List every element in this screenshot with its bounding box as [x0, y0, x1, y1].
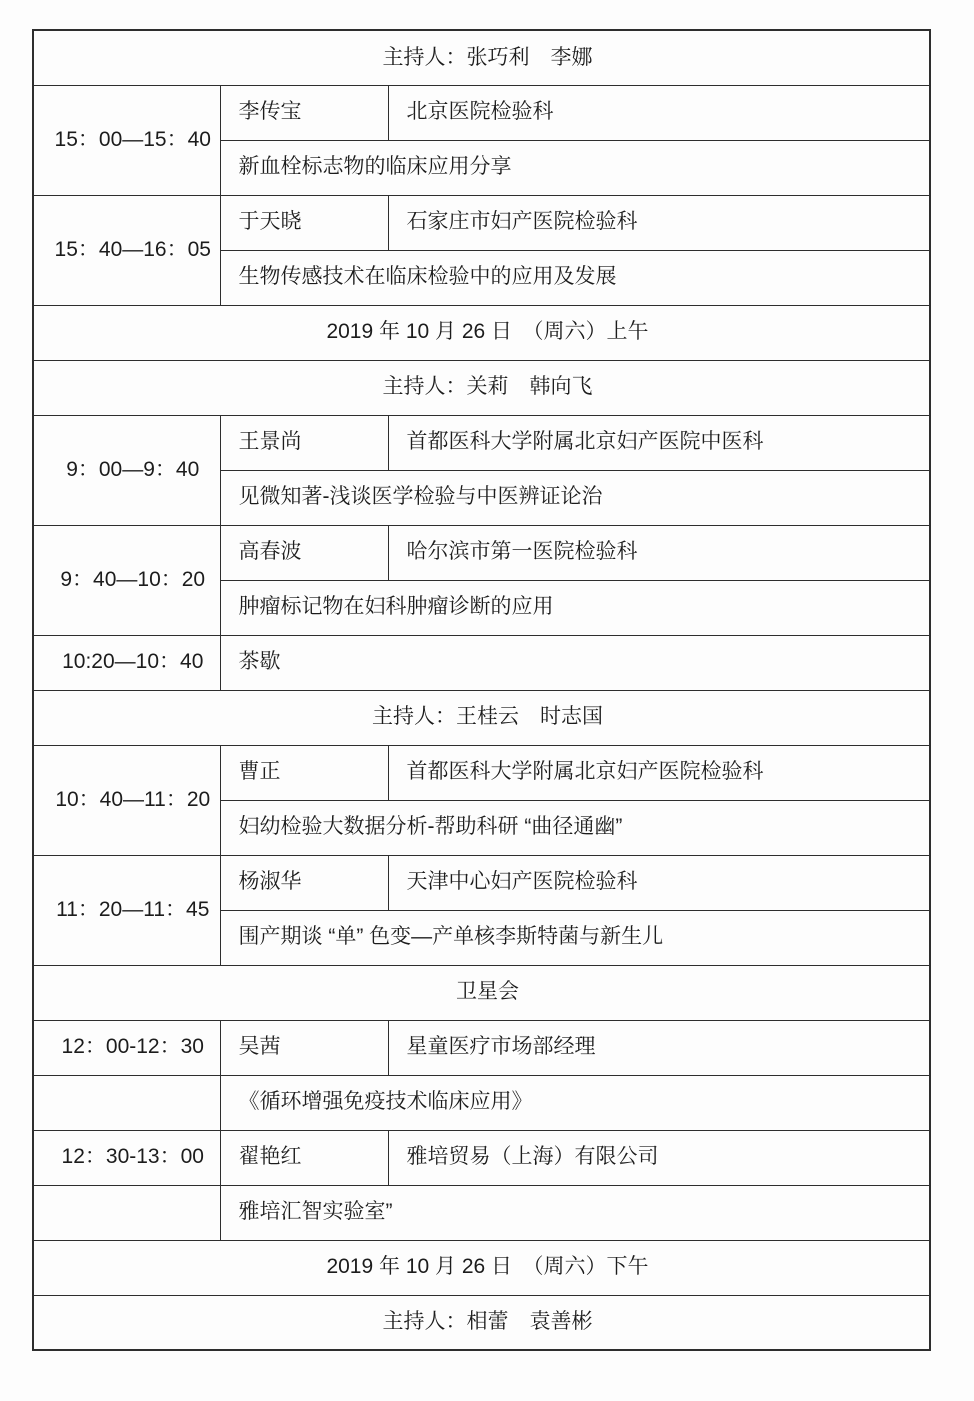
empty-cell: [33, 1075, 220, 1130]
time-cell: 12：30-13：00: [33, 1130, 220, 1185]
speaker-cell: 于天晓: [220, 195, 388, 250]
time-cell: 10：40—11：20: [33, 745, 220, 855]
speaker-cell: 曹正: [220, 745, 388, 800]
time-cell: 9：00—9：40: [33, 415, 220, 525]
time-cell: 15：00—15：40: [33, 85, 220, 195]
affiliation-cell: 北京医院检验科: [388, 85, 930, 140]
time-cell: 9：40—10：20: [33, 525, 220, 635]
talk-title-cell: 新血栓标志物的临床应用分享: [220, 140, 930, 195]
talk-title-cell: 《循环增强免疫技术临床应用》: [220, 1075, 930, 1130]
session-header-cell: 主持人：张巧利 李娜: [33, 30, 930, 85]
schedule-sheet: [32, 29, 931, 1351]
affiliation-cell: 首都医科大学附属北京妇产医院中医科: [388, 415, 930, 470]
talk-title-cell: 肿瘤标记物在妇科肿瘤诊断的应用: [220, 580, 930, 635]
talk-title-cell: 生物传感技术在临床检验中的应用及发展: [220, 250, 930, 305]
talk-title-cell: 见微知著-浅谈医学检验与中医辨证论治: [220, 470, 930, 525]
time-cell: 11：20—11：45: [33, 855, 220, 965]
speaker-cell: 高春波: [220, 525, 388, 580]
time-cell: 12：00-12：30: [33, 1020, 220, 1075]
speaker-cell: 王景尚: [220, 415, 388, 470]
affiliation-cell: 天津中心妇产医院检验科: [388, 855, 930, 910]
affiliation-cell: 首都医科大学附属北京妇产医院检验科: [388, 745, 930, 800]
affiliation-cell: 雅培贸易（上海）有限公司: [388, 1130, 930, 1185]
session-header-cell: 主持人：王桂云 时志国: [33, 690, 930, 745]
date-header-cell: 2019 年 10 月 26 日 （周六）下午: [33, 1240, 930, 1295]
conference-schedule-table: [32, 29, 931, 1351]
session-header-cell: 卫星会: [33, 965, 930, 1020]
session-header-cell: 主持人：相蕾 袁善彬: [33, 1295, 930, 1350]
talk-title-cell: 雅培汇智实验室”: [220, 1185, 930, 1240]
time-cell: 15：40—16：05: [33, 195, 220, 305]
session-header-cell: 主持人：关莉 韩向飞: [33, 360, 930, 415]
empty-cell: [33, 1185, 220, 1240]
talk-title-cell: 围产期谈 “单” 色变—产单核李斯特菌与新生儿: [220, 910, 930, 965]
speaker-cell: 李传宝: [220, 85, 388, 140]
affiliation-cell: 哈尔滨市第一医院检验科: [388, 525, 930, 580]
date-header-cell: 2019 年 10 月 26 日 （周六）上午: [33, 305, 930, 360]
speaker-cell: 吴茜: [220, 1020, 388, 1075]
talk-title-cell: 妇幼检验大数据分析-帮助科研 “曲径通幽”: [220, 800, 930, 855]
break-label-cell: 茶歇: [220, 635, 930, 690]
speaker-cell: 翟艳红: [220, 1130, 388, 1185]
time-cell: 10:20—10：40: [33, 635, 220, 690]
affiliation-cell: 星童医疗市场部经理: [388, 1020, 930, 1075]
speaker-cell: 杨淑华: [220, 855, 388, 910]
affiliation-cell: 石家庄市妇产医院检验科: [388, 195, 930, 250]
